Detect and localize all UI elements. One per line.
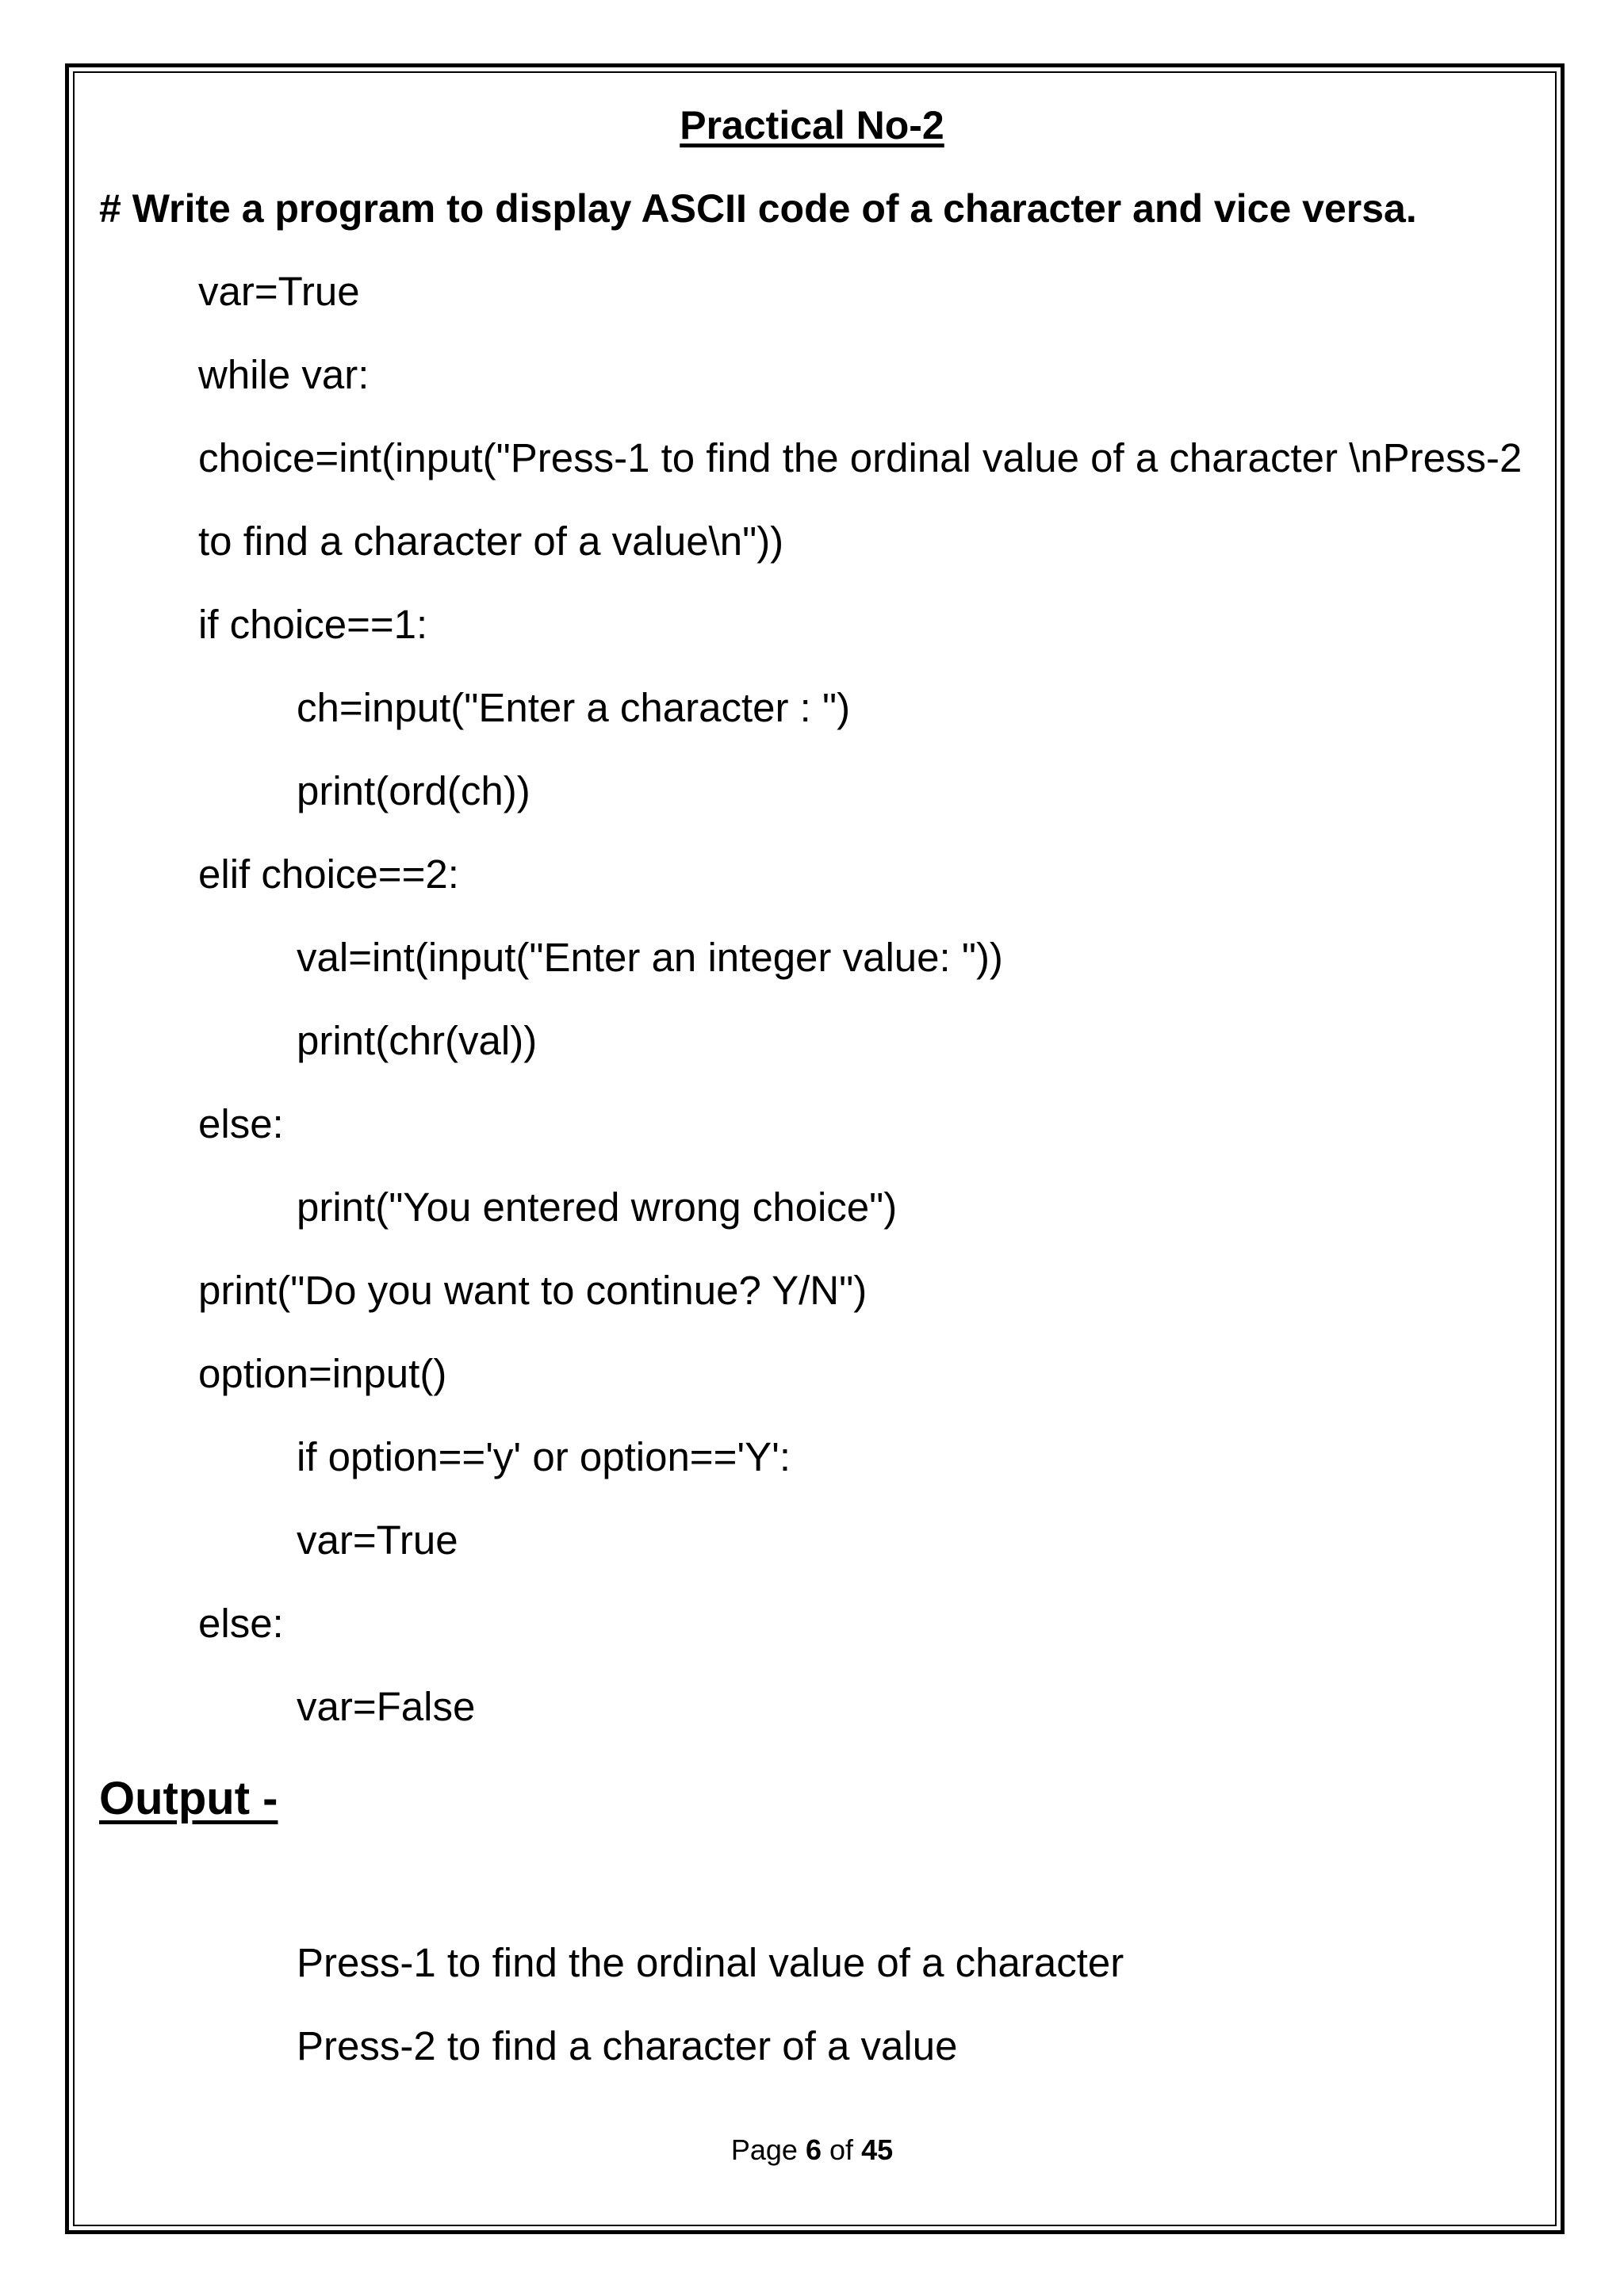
code-line: var=False: [297, 1684, 476, 1729]
code-line: print(chr(val)): [297, 1018, 538, 1063]
current-page: 6: [805, 2133, 822, 2166]
code-line: print("You entered wrong choice"): [297, 1184, 898, 1230]
code-line: option=input(): [198, 1351, 447, 1396]
output-heading: Output -: [99, 1773, 278, 1824]
code-line: if option=='y' or option=='Y':: [297, 1434, 791, 1479]
code-line: val=int(input("Enter an integer value: ")): [297, 935, 1003, 980]
output-line: Press-2 to find a character of a value: [297, 2023, 958, 2068]
page-prefix: Page: [730, 2133, 798, 2166]
code-line: print(ord(ch)): [297, 768, 530, 813]
code-line: else:: [198, 1601, 284, 1646]
code-line: while var:: [198, 352, 370, 397]
code-line: var=True: [198, 269, 360, 314]
output-line: Press-1 to find the ordinal value of a character: [297, 1940, 1124, 1985]
code-line: var=True: [297, 1517, 458, 1563]
program-heading: # Write a program to display ASCII code of a character and vice versa.: [99, 186, 1417, 231]
page-separator: of: [829, 2133, 854, 2166]
code-line: else:: [198, 1101, 284, 1146]
total-pages: 45: [861, 2133, 894, 2166]
code-line: if choice==1:: [198, 602, 428, 647]
code-line: print("Do you want to continue? Y/N"): [198, 1268, 868, 1313]
code-line: elif choice==2:: [198, 851, 459, 897]
code-line: choice=int(input("Press-1 to find the ordinal value of a character \nPress-2: [198, 435, 1522, 480]
practical-title: Practical No-2: [680, 103, 944, 147]
code-line: ch=input("Enter a character : "): [297, 685, 851, 730]
code-line: to find a character of a value\n")): [198, 519, 784, 564]
page-number-footer: [0, 2133, 1624, 2168]
